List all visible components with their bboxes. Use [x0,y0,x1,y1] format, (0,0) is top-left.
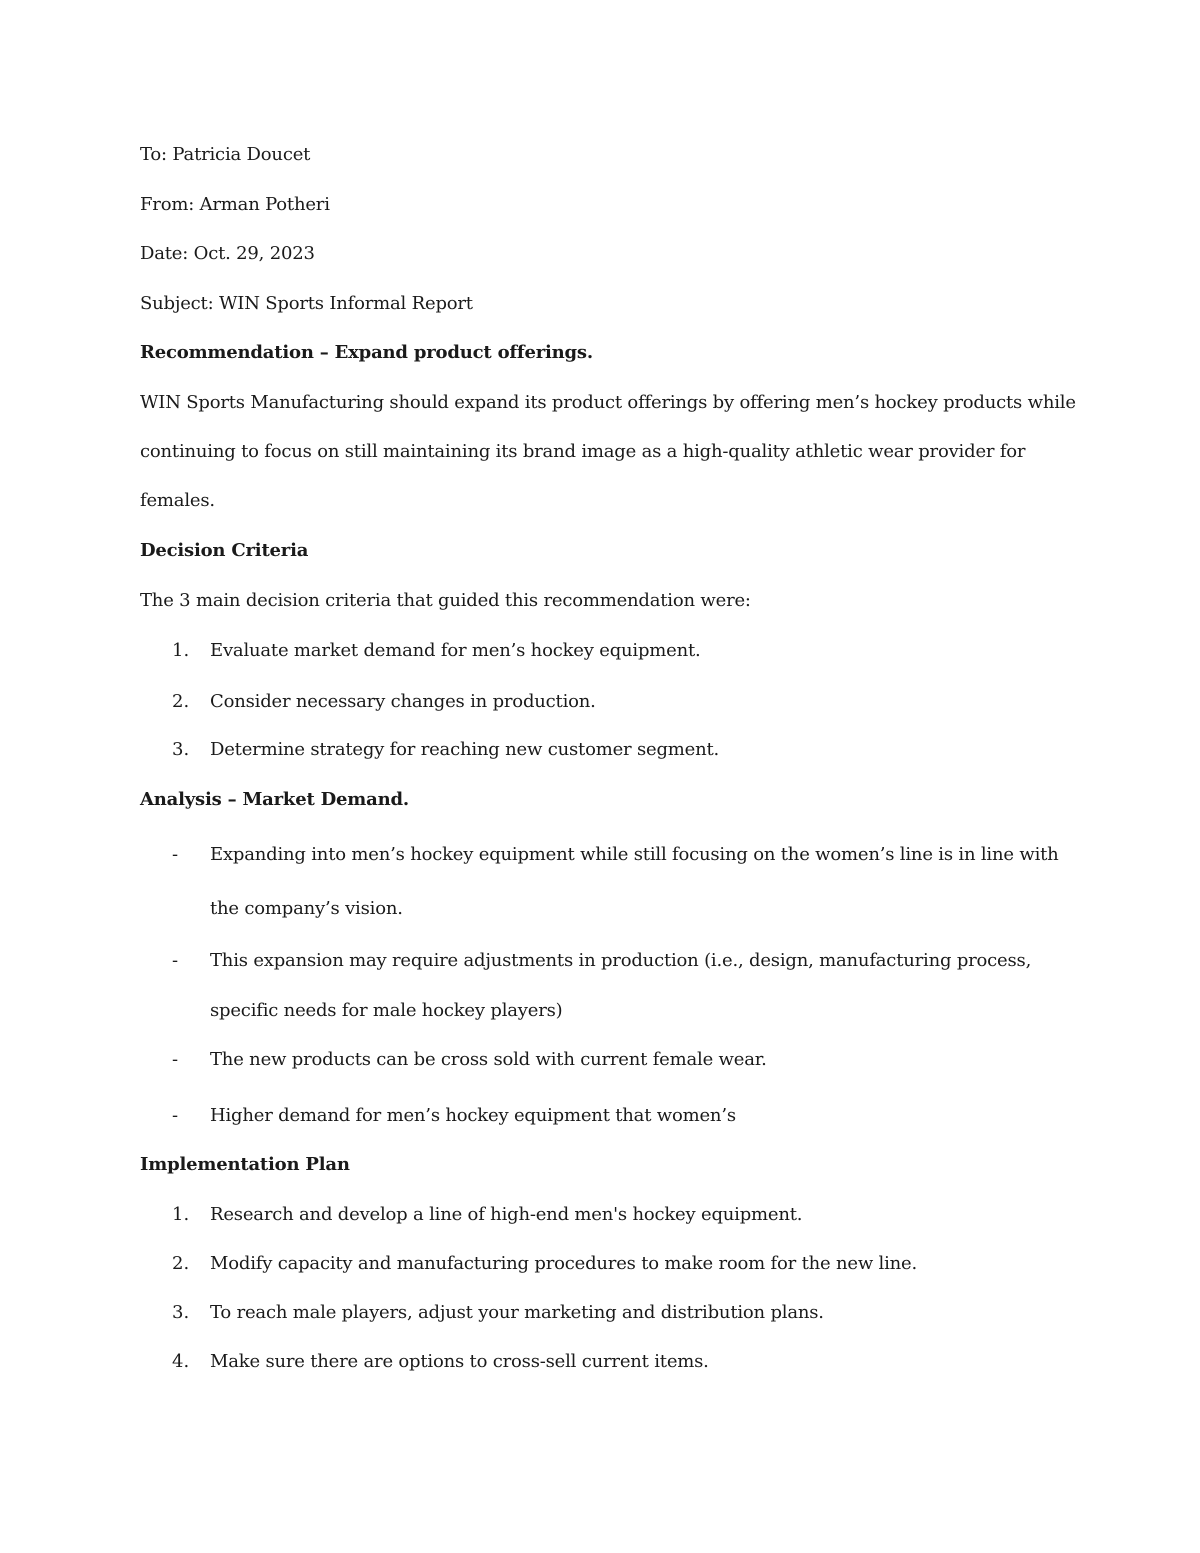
list-marker: 2. [172,1253,190,1274]
analysis-item-continuation: specific needs for male hockey players) [210,1000,563,1021]
implementation-item: Modify capacity and manufacturing procedures to make room for the new line. [210,1253,918,1274]
list-marker: 3. [172,739,190,760]
analysis-item: Higher demand for men’s hockey equipment that women’s [210,1105,736,1126]
list-marker: 1. [172,1204,190,1225]
memo-subject: Subject: WIN Sports Informal Report [140,293,473,314]
analysis-item: This expansion may require adjustments in production (i.e., design, manufacturing process, [210,950,1032,971]
bullet-marker: - [172,950,179,971]
implementation-item: Make sure there are options to cross-sell current items. [210,1351,709,1372]
bullet-marker: - [172,1049,179,1070]
memo-to: To: Patricia Doucet [140,144,311,165]
list-marker: 1. [172,640,190,661]
analysis-heading: Analysis – Market Demand. [140,789,409,810]
decision-criteria-heading: Decision Criteria [140,540,309,561]
analysis-item: Expanding into men’s hockey equipment while still focusing on the women’s line is in line with [210,844,1059,865]
list-marker: 2. [172,691,190,712]
implementation-heading: Implementation Plan [140,1154,350,1175]
analysis-item: The new products can be cross sold with current female wear. [210,1049,767,1070]
list-marker: 4. [172,1351,190,1372]
implementation-item: To reach male players, adjust your marketing and distribution plans. [210,1302,824,1323]
list-marker: 3. [172,1302,190,1323]
analysis-item-continuation: the company’s vision. [210,898,403,919]
criteria-item: Evaluate market demand for men’s hockey equipment. [210,640,701,661]
implementation-item: Research and develop a line of high-end men's hockey equipment. [210,1204,803,1225]
recommendation-line: continuing to focus on still maintaining its brand image as a high-quality athletic wear provider for [140,441,1026,462]
memo-date: Date: Oct. 29, 2023 [140,243,315,264]
criteria-item: Determine strategy for reaching new customer segment. [210,739,720,760]
decision-criteria-intro: The 3 main decision criteria that guided this recommendation were: [140,590,751,611]
recommendation-line: females. [140,490,215,511]
bullet-marker: - [172,844,179,865]
memo-from: From: Arman Potheri [140,194,330,215]
criteria-item: Consider necessary changes in production. [210,691,596,712]
recommendation-line: WIN Sports Manufacturing should expand its product offerings by offering men’s hockey products while [140,392,1076,413]
bullet-marker: - [172,1105,179,1126]
recommendation-heading: Recommendation – Expand product offerings. [140,342,593,363]
